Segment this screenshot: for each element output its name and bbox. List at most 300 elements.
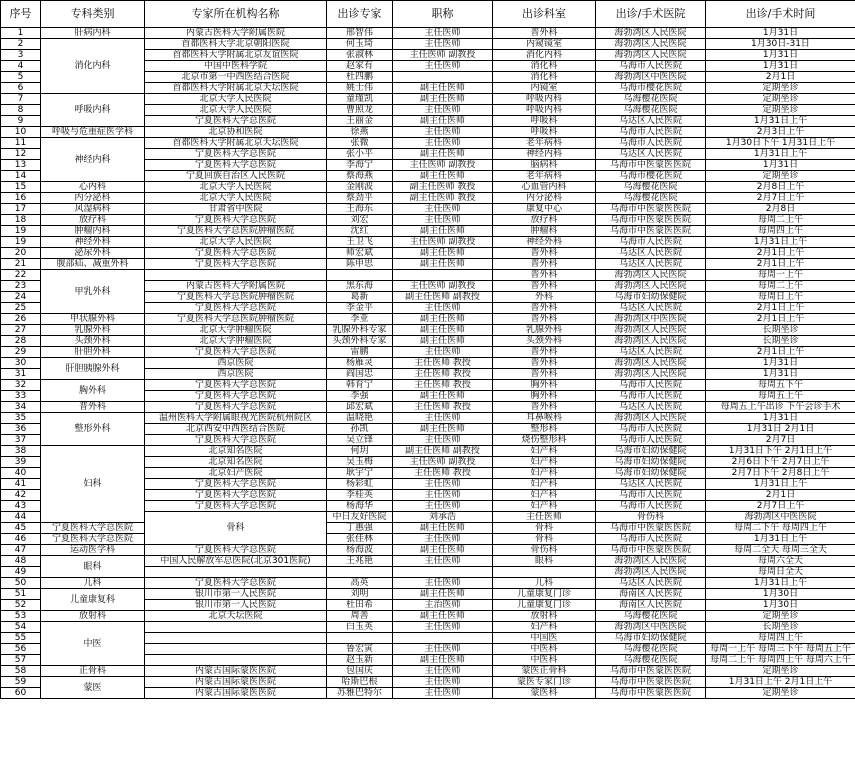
title-cell (393, 567, 493, 578)
category-cell: 运动医学科 (41, 545, 145, 556)
category-cell: 肝病内科 (41, 28, 145, 39)
row-number: 52 (1, 600, 41, 611)
hospital-cell: 乌海市妇幼保健院 (596, 468, 706, 479)
row-number: 7 (1, 94, 41, 105)
row-number: 42 (1, 490, 41, 501)
doctor-cell: 张淑林 (327, 50, 393, 61)
institution-cell: 宁夏医科大学总医院 (145, 501, 327, 512)
title-cell: 主任医师 (393, 534, 493, 545)
row-number: 20 (1, 248, 41, 259)
title-cell: 主任医师 (393, 490, 493, 501)
doctor-cell: 刘明 (327, 589, 393, 600)
row-number: 3 (1, 50, 41, 61)
institution-cell: 西京医院 (145, 369, 327, 380)
header-institution: 专家所在机构名称 (145, 1, 327, 28)
time-cell: 每周二上午 每周四上午 每周六上午 (706, 655, 855, 666)
title-cell: 主任医师 (393, 435, 493, 446)
institution-cell: 宁夏医科大学总医院 (41, 523, 145, 534)
doctor-cell: 金刚波 (327, 182, 393, 193)
institution-cell: 宁夏医科大学总医院肿瘤医院 (145, 314, 327, 325)
title-cell (393, 72, 493, 83)
department-cell: 神经内科 (493, 149, 596, 160)
doctor-cell: 杜四鹏 (327, 72, 393, 83)
institution-cell (145, 633, 327, 644)
time-cell: 1月31日 (706, 358, 855, 369)
institution-cell: 宁夏回族自治区人民医院 (145, 171, 327, 182)
doctor-cell (327, 633, 393, 644)
department-cell: 呼吸内科 (493, 94, 596, 105)
time-cell: 每周二上午 (706, 281, 855, 292)
doctor-cell: 温晓艳 (327, 413, 393, 424)
hospital-cell: 乌海市人民医院 (596, 237, 706, 248)
hospital-cell: 乌海樱花医院 (596, 182, 706, 193)
row-number: 30 (1, 358, 41, 369)
table-row (1, 248, 855, 259)
institution-cell: 温州医科大学附属眼视光医院杭州院区 (145, 413, 327, 424)
row-number: 55 (1, 633, 41, 644)
row-number: 41 (1, 479, 41, 490)
row-number: 39 (1, 457, 41, 468)
time-cell: 2月1日 (706, 490, 855, 501)
hospital-cell: 乌海市人民医院 (596, 490, 706, 501)
table-row (1, 380, 855, 391)
hospital-cell: 乌达区人民医院 (596, 149, 706, 160)
institution-cell (145, 270, 327, 281)
category-cell: 整形外科 (41, 413, 145, 446)
department-cell: 中医科 (493, 644, 596, 655)
title-cell: 副主任医师 (393, 248, 493, 259)
hospital-cell: 乌达区人民医院 (596, 578, 706, 589)
category-cell: 神经外科 (41, 237, 145, 248)
institution-cell: 北京大学人民医院 (145, 237, 327, 248)
table-row (1, 523, 855, 534)
department-cell: 妇产科 (493, 490, 596, 501)
row-number: 8 (1, 105, 41, 116)
title-cell: 主任医师 教授 (393, 402, 493, 413)
doctor-cell: 白玉英 (327, 622, 393, 633)
category-cell: 呼吸与危重症医学科 (41, 127, 145, 138)
department-cell: 烧伤整形科 (493, 435, 596, 446)
time-cell: 2月1日上午 (706, 259, 855, 270)
institution-cell: 北京大学人民医院 (145, 105, 327, 116)
title-cell: 主任医师 (393, 39, 493, 50)
header-no: 序号 (1, 1, 41, 28)
table-row (1, 446, 855, 457)
time-cell: 1月31日上午 (706, 534, 855, 545)
doctor-cell: 乳腺外科专家 (327, 325, 393, 336)
institution-cell (145, 622, 327, 633)
hospital-cell: 乌海市中医蒙医医院 (596, 523, 706, 534)
time-cell: 定期坐诊 (706, 83, 855, 94)
hospital-cell: 海勃湾区中医医院 (596, 622, 706, 633)
department-cell: 普外科 (493, 402, 596, 413)
doctor-cell: 李强 (327, 391, 393, 402)
title-cell: 主任医师 (393, 666, 493, 677)
time-cell: 1月31日上午 (706, 578, 855, 589)
doctor-cell: 头颈外科专家 (327, 336, 393, 347)
category-cell: 放疗科 (41, 215, 145, 226)
department-cell: 内镜室 (493, 83, 596, 94)
category-cell: 肝胆胰腺外科 (41, 358, 145, 380)
title-cell: 主任医师 副教授 (393, 50, 493, 61)
institution-cell: 宁夏医科大学总医院 (145, 435, 327, 446)
department-cell: 骨科 (493, 534, 596, 545)
title-cell: 主任医师 (393, 215, 493, 226)
time-cell: 每周一上午 (706, 270, 855, 281)
row-number: 29 (1, 347, 41, 358)
table-row (1, 534, 855, 545)
doctor-cell: 赵家有 (327, 61, 393, 72)
institution-cell: 内蒙古医科大学附属医院 (145, 28, 327, 39)
department-cell: 耳鼻喉科 (493, 413, 596, 424)
category-cell: 甲状腺外科 (41, 314, 145, 325)
title-cell: 副主任医师 (393, 589, 493, 600)
department-cell: 神经外科 (493, 237, 596, 248)
row-number: 2 (1, 39, 41, 50)
department-cell: 中医科 (493, 655, 596, 666)
hospital-cell: 乌海市樱花医院 (596, 171, 706, 182)
row-number: 21 (1, 259, 41, 270)
department-cell: 眼科 (493, 556, 596, 567)
department-cell: 妇产科 (493, 457, 596, 468)
department-cell: 普外科 (493, 358, 596, 369)
doctor-cell: 阎国忠 (327, 369, 393, 380)
hospital-cell: 乌海市人民医院 (596, 501, 706, 512)
doctor-cell: 王卫飞 (327, 237, 393, 248)
category-cell: 内分泌科 (41, 193, 145, 204)
hospital-cell: 海勃湾区人民医院 (596, 325, 706, 336)
time-cell: 1月30日 (706, 600, 855, 611)
institution-cell: 甘肃省中医院 (145, 204, 327, 215)
title-cell: 主任医师 副教授 (393, 457, 493, 468)
table-row (1, 39, 855, 50)
table-body (1, 28, 855, 699)
department-cell: 蒙医正骨科 (493, 666, 596, 677)
row-number: 46 (1, 534, 41, 545)
doctor-cell: 邱宏斌 (327, 402, 393, 413)
time-cell: 2月7日 (706, 435, 855, 446)
time-cell: 每周五上午出诊 下午会诊手术 (706, 402, 855, 413)
doctor-cell: 刘宏 (327, 215, 393, 226)
time-cell: 每周四上午 (706, 633, 855, 644)
institution-cell: 首都医科大学附属北京友谊医院 (145, 50, 327, 61)
department-cell: 消化科 (493, 72, 596, 83)
doctor-cell: 苏雅巴特尔 (327, 688, 393, 699)
doctor-cell: 李海宁 (327, 160, 393, 171)
title-cell: 主任医师 (393, 556, 493, 567)
department-cell: 呼吸内科 (493, 105, 596, 116)
institution-cell: 宁夏医科大学总医院 (145, 490, 327, 501)
header-hospital: 出诊/手术医院 (596, 1, 706, 28)
row-number: 35 (1, 413, 41, 424)
doctor-cell: 赵玉新 (327, 655, 393, 666)
row-number: 37 (1, 435, 41, 446)
category-cell: 蒙医 (41, 677, 145, 699)
category-cell: 放射科 (41, 611, 145, 622)
doctor-cell: 高英 (327, 578, 393, 589)
hospital-cell: 乌达区人民医院 (596, 259, 706, 270)
category-cell: 中医 (41, 622, 145, 666)
doctor-cell: 包国庆 (327, 666, 393, 677)
title-cell: 主任医师 (393, 138, 493, 149)
title-cell: 主任医师 (393, 61, 493, 72)
institution-cell: 北京大学人民医院 (145, 193, 327, 204)
title-cell: 副主任医师 (393, 545, 493, 556)
table-row (1, 611, 855, 622)
doctor-cell: 吴玉梅 (327, 457, 393, 468)
category-cell: 胸外科 (41, 380, 145, 402)
table-row (1, 556, 855, 567)
row-number: 57 (1, 655, 41, 666)
hospital-cell: 海勃湾区人民医院 (596, 28, 706, 39)
table-row (1, 589, 855, 600)
title-cell: 主任医师 副教授 (393, 160, 493, 171)
time-cell: 1月31日上午 (706, 479, 855, 490)
doctor-cell: 李亚 (327, 314, 393, 325)
doctor-cell: 沈红 (327, 226, 393, 237)
hospital-cell: 乌海市妇幼保健院 (596, 446, 706, 457)
time-cell: 定期坐诊 (706, 611, 855, 622)
hospital-cell: 乌海市人民医院 (596, 391, 706, 402)
row-number: 15 (1, 182, 41, 193)
row-number: 25 (1, 303, 41, 314)
title-cell (393, 633, 493, 644)
institution-cell: 北京知名医院 (145, 446, 327, 457)
hospital-cell: 乌海市人民医院 (596, 61, 706, 72)
row-number: 54 (1, 622, 41, 633)
institution-cell: 宁夏医科大学总医院 (41, 534, 145, 545)
row-number: 11 (1, 138, 41, 149)
category-cell: 儿科 (41, 578, 145, 589)
institution-cell: 宁夏医科大学总医院 (145, 402, 327, 413)
hospital-cell: 乌达区人民医院 (596, 402, 706, 413)
table-row (1, 270, 855, 281)
table-row (1, 127, 855, 138)
header-title: 职称 (393, 1, 493, 28)
doctor-cell (327, 270, 393, 281)
doctor-cell: 杨海华 (327, 501, 393, 512)
hospital-cell: 乌海樱花医院 (596, 611, 706, 622)
table-row (1, 622, 855, 633)
hospital-cell: 乌海樱花医院 (596, 94, 706, 105)
hospital-cell: 乌海市人民医院 (596, 424, 706, 435)
category-cell: 妇科 (41, 446, 145, 523)
department-cell: 妇产科 (493, 468, 596, 479)
hospital-cell: 海勃湾区人民医院 (596, 39, 706, 50)
hospital-cell: 乌海市人民医院 (596, 127, 706, 138)
time-cell: 1月30日-31日 (706, 39, 855, 50)
department-cell: 胸外科 (493, 380, 596, 391)
department-cell: 老年病科 (493, 171, 596, 182)
department-cell: 普外科 (493, 347, 596, 358)
title-cell: 副主任医师 (393, 314, 493, 325)
department-cell: 普外科 (493, 28, 596, 39)
title-cell: 副主任医师 (393, 325, 493, 336)
time-cell: 1月31日 (706, 369, 855, 380)
time-cell: 1月31日 (706, 413, 855, 424)
row-number: 14 (1, 171, 41, 182)
institution-cell: 北京市第一中西医结合医院 (145, 72, 327, 83)
row-number: 17 (1, 204, 41, 215)
time-cell: 2月7日上午 (706, 193, 855, 204)
doctor-cell: 张佳林 (327, 534, 393, 545)
hospital-cell: 乌海樱花医院 (596, 655, 706, 666)
title-cell: 主任医师 (393, 347, 493, 358)
row-number: 26 (1, 314, 41, 325)
doctor-cell: 师宏斌 (327, 248, 393, 259)
institution-cell: 宁夏医科大学总医院肿瘤医院 (145, 226, 327, 237)
institution-cell: 首都医科大学附属北京天坛医院 (145, 138, 327, 149)
doctor-cell: 童瑾凯 (327, 94, 393, 105)
table-row (1, 402, 855, 413)
institution-cell (145, 655, 327, 666)
department-cell: 妇产科 (493, 479, 596, 490)
institution-cell (145, 567, 327, 578)
department-cell: 乳腺外科 (493, 325, 596, 336)
row-number: 9 (1, 116, 41, 127)
category-cell: 肿瘤内科 (41, 226, 145, 237)
time-cell: 定期坐诊 (706, 105, 855, 116)
department-cell: 妇产科 (493, 446, 596, 457)
time-cell: 定期坐诊 (706, 94, 855, 105)
doctor-cell: 杜田希 (327, 600, 393, 611)
hospital-cell: 海勃湾区人民医院 (596, 556, 706, 567)
department-cell: 消化科 (493, 61, 596, 72)
time-cell: 长期坐诊 (706, 325, 855, 336)
title-cell: 副主任医师 (393, 611, 493, 622)
row-number: 56 (1, 644, 41, 655)
hospital-cell: 乌海市中医蒙医医院 (596, 226, 706, 237)
doctor-cell: 王海东 (327, 204, 393, 215)
department-cell: 骨伤科 (493, 545, 596, 556)
institution-cell: 宁夏医科大学总医院 (145, 479, 327, 490)
department-cell: 妇产科 (493, 622, 596, 633)
time-cell: 定期坐诊 (706, 666, 855, 677)
time-cell: 每周日全天 (706, 567, 855, 578)
doctor-cell: 耿宇宁 (327, 468, 393, 479)
institution-cell: 北京西安中西医结合医院 (145, 424, 327, 435)
institution-cell: 宁夏医科大学总医院 (145, 391, 327, 402)
title-cell: 副主任医师 副教授 (393, 446, 493, 457)
department-cell: 呼吸科 (493, 116, 596, 127)
row-number: 32 (1, 380, 41, 391)
category-cell: 头颈外科 (41, 336, 145, 347)
institution-cell: 北京协和医院 (145, 127, 327, 138)
doctor-cell: 何玥 (327, 446, 393, 457)
title-cell: 主任医师 副教授 (393, 281, 493, 292)
row-number: 22 (1, 270, 41, 281)
doctor-cell: 刘承浩 (393, 512, 493, 523)
time-cell: 2月1日上午 (706, 314, 855, 325)
hospital-cell: 乌海樱花医院 (596, 105, 706, 116)
department-cell: 内分泌科 (493, 193, 596, 204)
table-row (1, 259, 855, 270)
table-row (1, 314, 855, 325)
hospital-cell: 乌达区人民医院 (596, 479, 706, 490)
time-cell: 每周二下午 每周四上午 (706, 523, 855, 534)
institution-cell: 宁夏医科大学总医院 (145, 545, 327, 556)
table-header-row (1, 1, 855, 28)
row-number: 34 (1, 402, 41, 413)
institution-cell: 宁夏医科大学总医院 (145, 248, 327, 259)
institution-cell: 北京天坛医院 (145, 611, 327, 622)
row-number: 16 (1, 193, 41, 204)
time-cell: 2月3日上午 (706, 127, 855, 138)
category-cell: 心内科 (41, 182, 145, 193)
doctor-cell: 杨海波 (327, 545, 393, 556)
table-row (1, 578, 855, 589)
institution-cell: 宁夏医科大学总医院 (145, 215, 327, 226)
institution-cell: 北京大学肿瘤医院 (145, 336, 327, 347)
category-cell: 消化内科 (41, 39, 145, 94)
institution-cell: 中国人民解放军总医院(北京301医院) (145, 556, 327, 567)
time-cell: 1月31日上午 (706, 237, 855, 248)
title-cell: 副主任医师 (393, 391, 493, 402)
table-row (1, 193, 855, 204)
department-cell: 老年病科 (493, 138, 596, 149)
title-cell: 主任医师 (393, 303, 493, 314)
institution-cell: 北京大学人民医院 (145, 182, 327, 193)
department-cell: 儿童康复门诊 (493, 589, 596, 600)
row-number: 13 (1, 160, 41, 171)
title-cell: 主任医师 (393, 479, 493, 490)
hospital-cell: 乌海市人民医院 (596, 534, 706, 545)
title-cell: 副主任医师 教授 (393, 182, 493, 193)
time-cell: 2月6日下午 2月7日上午 (706, 457, 855, 468)
hospital-cell: 乌达区人民医院 (596, 347, 706, 358)
table-row (1, 94, 855, 105)
institution-cell: 银川市第一人民医院 (145, 589, 327, 600)
table-row (1, 545, 855, 556)
department-cell: 普外科 (493, 259, 596, 270)
time-cell: 2月1日上午 (706, 303, 855, 314)
time-cell: 1月31日 (706, 50, 855, 61)
row-number: 44 (1, 512, 41, 523)
institution-cell: 宁夏医科大学总医院 (145, 116, 327, 127)
department-cell: 中国医 (493, 633, 596, 644)
title-cell: 主任医师 教授 (393, 468, 493, 479)
row-number: 59 (1, 677, 41, 688)
title-cell (393, 270, 493, 281)
row-number: 1 (1, 28, 41, 39)
row-number: 53 (1, 611, 41, 622)
doctor-cell: 张微 (327, 138, 393, 149)
category-cell: 儿童康复科 (41, 589, 145, 611)
doctor-cell: 李金平 (327, 303, 393, 314)
doctor-cell: 哈斯巴根 (327, 677, 393, 688)
department-cell: 放射科 (493, 611, 596, 622)
doctor-cell: 何玉琦 (327, 39, 393, 50)
doctor-cell: 丁惠强 (327, 523, 393, 534)
time-cell: 每周五上午 (706, 391, 855, 402)
row-number: 40 (1, 468, 41, 479)
hospital-cell: 海南区人民医院 (596, 589, 706, 600)
time-cell: 2月1日上午 (706, 248, 855, 259)
hospital-cell: 乌海市中医蒙医医院 (596, 215, 706, 226)
time-cell: 每周一上午 每周三下午 每周五上午 (706, 644, 855, 655)
category-cell: 甲乳外科 (41, 270, 145, 314)
department-cell: 骨科 (493, 523, 596, 534)
department-cell: 消化内科 (493, 50, 596, 61)
hospital-cell: 乌海市中医蒙医医院 (596, 666, 706, 677)
title-cell: 主任医师 (393, 688, 493, 699)
department-cell: 普外科 (493, 281, 596, 292)
institution-cell: 首都医科大学附属北京天坛医院 (145, 83, 327, 94)
title-cell: 副主任医师 (393, 655, 493, 666)
time-cell: 每周四上午 (706, 226, 855, 237)
department-cell: 妇产科 (493, 501, 596, 512)
doctor-cell (327, 567, 393, 578)
